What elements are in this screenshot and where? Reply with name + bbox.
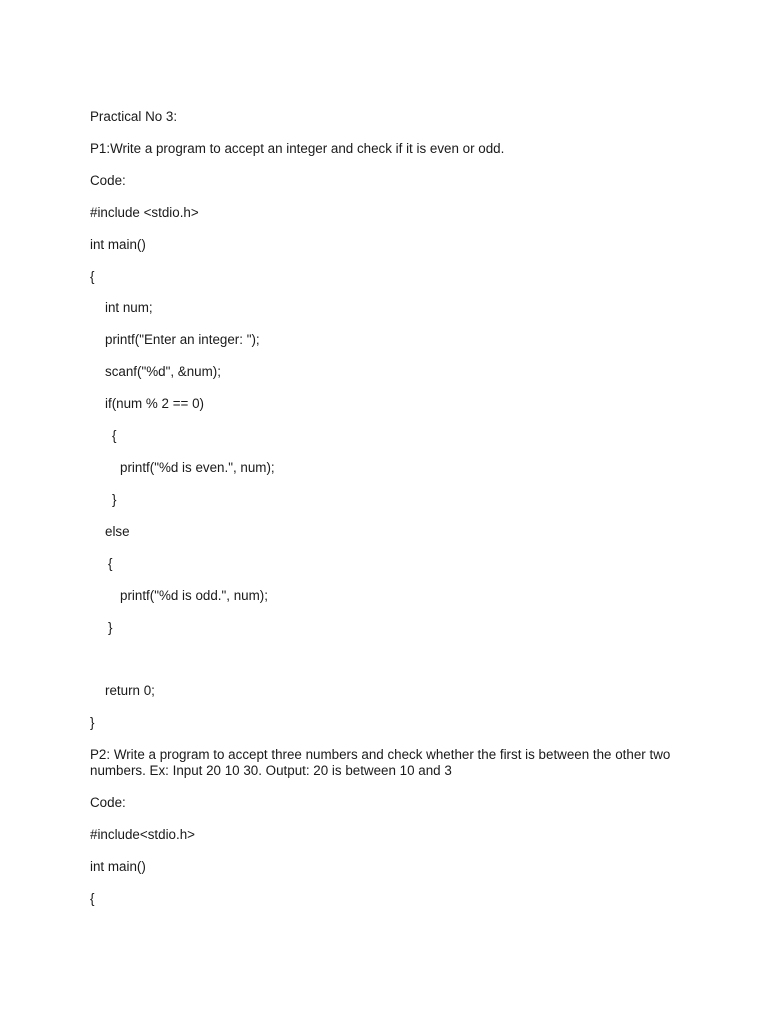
code-line: {: [112, 428, 117, 443]
code-line: else: [105, 524, 130, 539]
p2-code-label: Code:: [90, 795, 126, 810]
code-line: }: [112, 492, 117, 507]
p1-question: P1:Write a program to accept an integer and check if it is even or odd.: [90, 141, 505, 156]
code-line: return 0;: [105, 683, 155, 698]
code-line: printf("%d is odd.", num);: [120, 588, 268, 603]
code-line: #include <stdio.h>: [90, 205, 199, 220]
code-line: int main(): [90, 237, 146, 252]
code-line: }: [108, 620, 113, 635]
code-line: int main(): [90, 859, 146, 874]
document-title: Practical No 3:: [90, 109, 178, 124]
code-line: if(num % 2 == 0): [105, 396, 204, 411]
p2-question: P2: Write a program to accept three numbers and check whether the first is between the other two numbers. Ex: Input 20 10 30. Output: 20 is between 10 and 3: [90, 747, 671, 778]
code-line: {: [90, 891, 95, 906]
code-line: printf("%d is even.", num);: [120, 460, 275, 475]
code-line: scanf("%d", &num);: [105, 364, 221, 379]
code-line: int num;: [105, 300, 153, 315]
code-line: #include<stdio.h>: [90, 827, 195, 842]
p1-code-label: Code:: [90, 173, 126, 188]
code-line: printf("Enter an integer: ");: [105, 332, 260, 347]
code-line: {: [108, 556, 113, 571]
code-line: {: [90, 269, 95, 284]
code-line: }: [90, 715, 95, 730]
